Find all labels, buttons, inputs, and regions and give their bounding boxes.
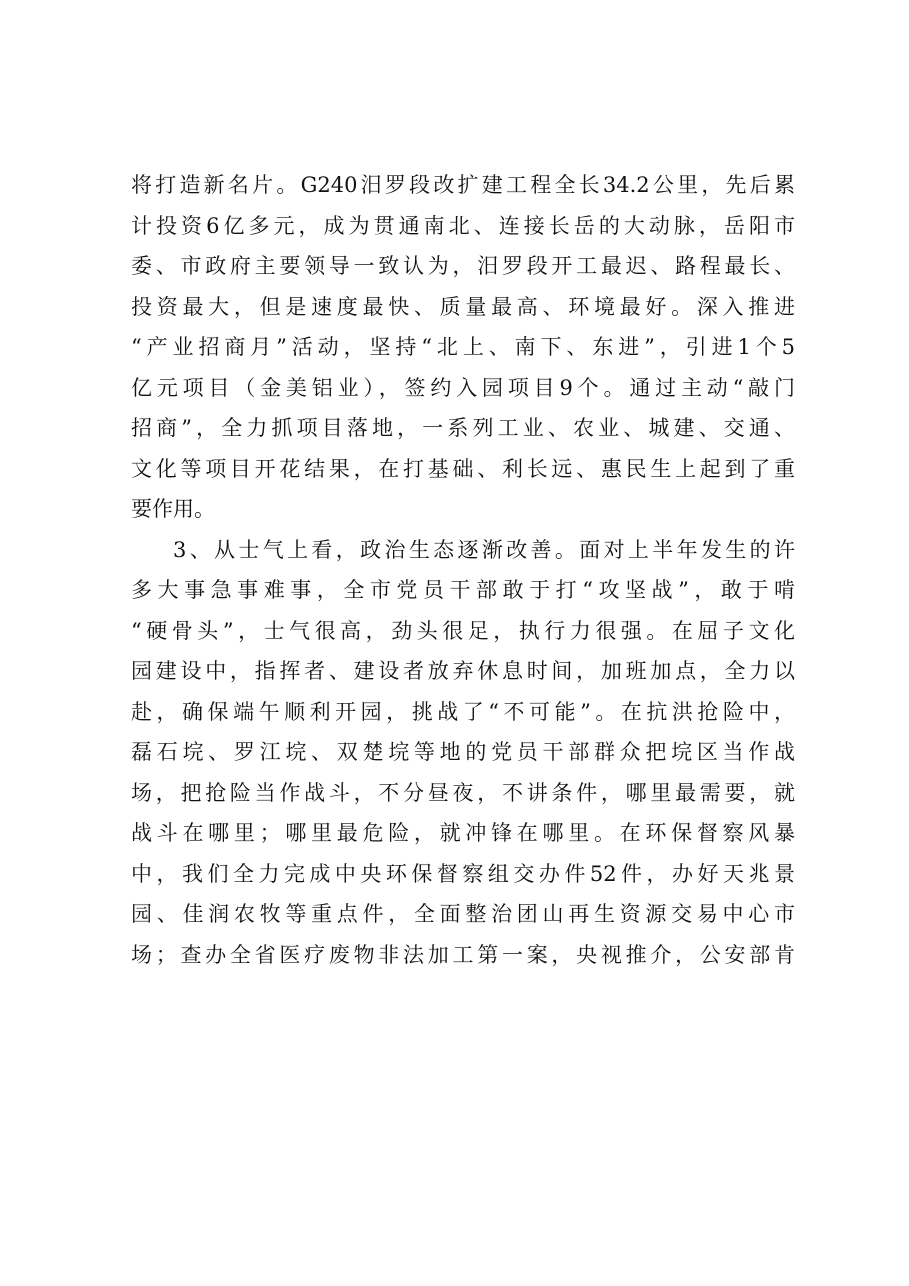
text-line: 园建设中，指挥者、建设者放弃休息时间，加班加点，全力以 xyxy=(131,659,795,683)
text-line: 赴，确保端午顺利开园，挑战了“不可能”。在抗洪抢险中， xyxy=(131,699,795,724)
text-line: 场；查办全省医疗废物非法加工第一案，央视推介，公安部肯 xyxy=(131,942,795,967)
text-line: 投资最大，但是速度最快、质量最高、环境最好。深入推进 xyxy=(131,294,795,319)
text-line: 文化等项目开花结果，在打基础、利长远、惠民生上起到了重 xyxy=(131,456,795,481)
text-line: 磊石垸、罗江垸、双楚垸等地的党员干部群众把垸区当作战 xyxy=(131,740,795,764)
text-line: 中，我们全力完成中央环保督察组交办件52件，办好天兆景 xyxy=(131,861,795,886)
text-line: 将打造新名片。G240汨罗段改扩建工程全长34.2公里，先后累 xyxy=(131,173,795,197)
text-line: “硬骨头”，士气很高，劲头很足，执行力很强。在屈子文化 xyxy=(131,618,795,643)
text-line: 亿元项目（金美铝业），签约入园项目9个。通过主动“敲门 xyxy=(131,375,795,400)
text-line: 招商”，全力抓项目落地，一系列工业、农业、城建、交通、 xyxy=(131,416,795,440)
text-line: 战斗在哪里；哪里最危险，就冲锋在哪里。在环保督察风暴 xyxy=(131,821,795,845)
paragraph-1 xyxy=(131,165,795,530)
text-line: 计投资6亿多元，成为贯通南北、连接长岳的大动脉，岳阳市 xyxy=(131,213,795,238)
text-line: 多大事急事难事，全市党员干部敢于打“攻坚战”，敢于啃 xyxy=(131,578,795,602)
text-line: 要作用。 xyxy=(131,497,215,521)
paragraph-2 xyxy=(131,530,795,976)
text-line: “产业招商月”活动，坚持“北上、南下、东进”，引进1个5 xyxy=(131,335,795,359)
text-line: 场，把抢险当作战斗，不分昼夜，不讲条件，哪里最需要，就 xyxy=(131,780,795,805)
document-body xyxy=(131,165,795,975)
text-line: 委、市政府主要领导一致认为，汨罗段开工最迟、路程最长、 xyxy=(131,254,795,278)
text-line: 3、从士气上看，政治生态逐渐改善。面对上半年发生的许 xyxy=(173,537,795,562)
text-line: 园、佳润农牧等重点件，全面整治团山再生资源交易中心市 xyxy=(131,902,795,926)
